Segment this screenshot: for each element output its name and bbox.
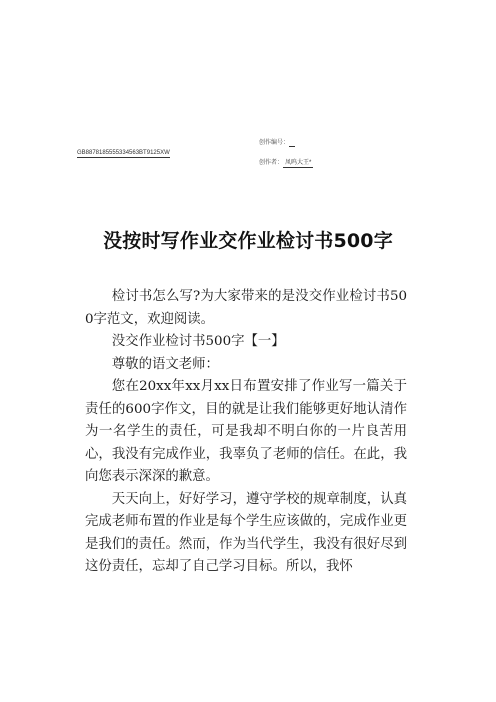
paragraph-salutation: 尊敬的语文老师： bbox=[111, 356, 219, 372]
paragraph-intro: 检讨书怎么写?为大家带来的是没交作业检讨书500字范文，欢迎阅读。 bbox=[85, 289, 407, 327]
creation-number-label: 创作编号： bbox=[259, 140, 290, 146]
document-body bbox=[85, 286, 407, 579]
document-title: 没按时写作业交作业检讨书500字 bbox=[103, 230, 393, 252]
creation-number-line bbox=[259, 139, 295, 147]
paragraph-body-2: 天天向上，好好学习，遵守学校的规章制度，认真完成老师布置的作业是每个学生应该做的，完成作业更是我们的责任。然而，作为当代学生，我没有很好尽到这份责任，忘却了自己学习目标。所以，我怀 bbox=[85, 491, 407, 574]
author-label: 创作者： bbox=[259, 160, 284, 166]
document-code: GB8878185555334563BT9125XW bbox=[77, 150, 170, 156]
paragraph-body-1: 您在20xx年xx月xx日布置安排了作业写一篇关于责任的600字作文，目的就是让我们能够更好地认清作为一名学生的责任，可是我却不明白你的一片良苦用心，我没有完成作业，我辜负了老师的信任。在此，我向您表示深深的歉意。 bbox=[85, 379, 407, 484]
author-line bbox=[259, 159, 313, 168]
creation-number-underline bbox=[289, 139, 295, 147]
author-name: 凤呜大王* bbox=[285, 160, 312, 166]
paragraph-section-heading: 没交作业检讨书500字【一】 bbox=[111, 334, 285, 349]
